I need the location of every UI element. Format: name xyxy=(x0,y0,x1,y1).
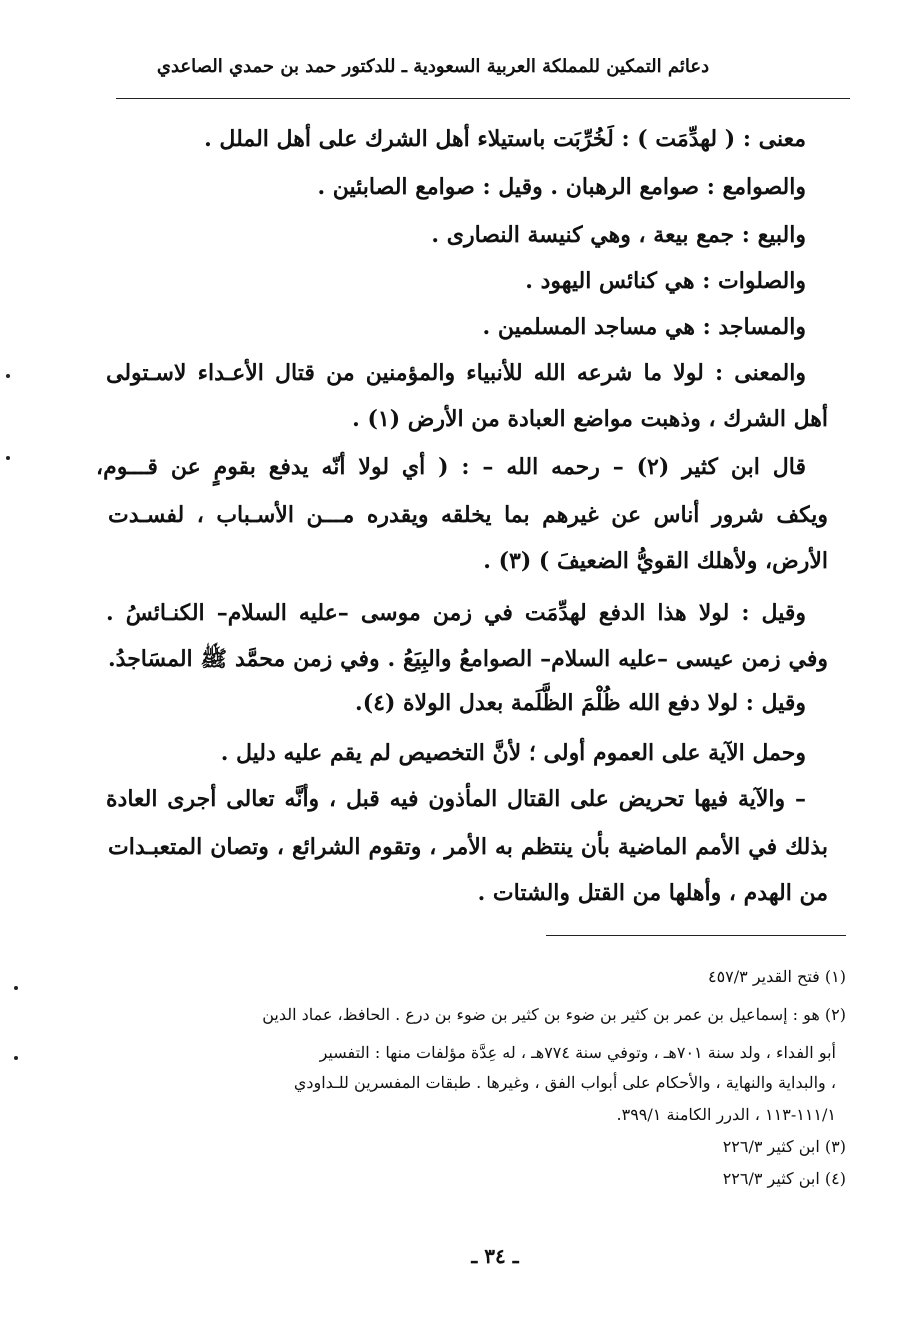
footnote-item: أبو الفداء ، ولد سنة ٧٠١هـ ، وتوفي سنة ٧٧٤هـ ، له عِدَّة مؤلفات منها : التفسير xyxy=(319,1043,836,1062)
text-line: معنى : ( لهدِّمَت ) : لَخُرِّبَت باستيلاء أهل الشرك على أهل الملل . xyxy=(204,126,806,152)
text-line: الأرض، ولأهلك القويُّ الضعيفَ ) (٣) . xyxy=(483,548,828,574)
running-header: دعائم التمكين للمملكة العربية السعودية ـ للدكتور حمد بن حمدي الصاعدي xyxy=(156,56,710,77)
text-line: والصلوات : هي كنائس اليهود . xyxy=(525,268,806,294)
footnote-item: (٤) ابن كثير ٢٢٦/٣ xyxy=(722,1169,846,1188)
text-line: بذلك في الأمم الماضية بأن ينتظم به الأمر ، وتقوم الشرائع ، وتصان المتعبـدات xyxy=(108,834,828,860)
scan-speck xyxy=(14,986,18,990)
footnote-item: ، والبداية والنهاية ، والأحكام على أبواب الفق ، وغيرها . طبقات المفسرين للـداودي xyxy=(293,1073,836,1092)
footnote-item: ١١١/١-١١٣ ، الدرر الكامنة ٣٩٩/١. xyxy=(616,1105,836,1124)
footnote-item: (١) فتح القدير ٤٥٧/٣ xyxy=(707,967,846,986)
text-line: وفي زمن عيسى –عليه السلام– الصوامعُ والبِيَعُ . وفي زمن محمَّد ﷺ المسَاجدُ. xyxy=(108,646,828,672)
text-line: قال ابن كثير (٢) – رحمه الله – : ( أي لولا أنّه يدفع بقومٍ عن قـــوم، xyxy=(96,454,806,480)
text-line: وقيل : لولا دفع الله ظُلْمَ الظَّلَمة بعدل الولاة (٤). xyxy=(355,690,806,716)
text-line: – والآية فيها تحريض على القتال المأذون فيه قبل ، وأنَّه تعالى أجرى العادة xyxy=(106,786,806,812)
footnote-item: (٢) هو : إسماعيل بن عمر بن كثير بن ضوء بن كثير بن ضوء بن درع . الحافظ، عماد الدين xyxy=(262,1005,846,1024)
page-number: ـ ٣٤ ـ xyxy=(471,1244,519,1268)
scan-speck xyxy=(6,374,10,378)
text-line: والصوامع : صوامع الرهبان . وقيل : صوامع الصابئين . xyxy=(317,174,806,200)
footnote-divider xyxy=(546,935,846,936)
text-line: وحمل الآية على العموم أولى ؛ لأنَّ التخصيص لم يقم عليه دليل . xyxy=(220,740,806,766)
footnote-item: (٣) ابن كثير ٢٢٦/٣ xyxy=(722,1137,846,1156)
text-line: والمعنى : لولا ما شرعه الله للأنبياء والمؤمنين من قتال الأعـداء لاسـتولى xyxy=(106,360,806,386)
text-line: ويكف شرور أناس عن غيرهم بما يخلقه ويقدره مـــن الأسـباب ، لفسـدت xyxy=(108,502,828,528)
text-line: والبيع : جمع بيعة ، وهي كنيسة النصارى . xyxy=(431,222,806,248)
scan-speck xyxy=(6,456,10,460)
text-line: وقيل : لولا هذا الدفع لهدِّمَت في زمن موسى –عليه السلام– الكنـائسُ . xyxy=(106,600,806,626)
text-line: من الهدم ، وأهلها من القتل والشتات . xyxy=(477,880,828,906)
text-line: والمساجد : هي مساجد المسلمين . xyxy=(482,314,806,340)
scan-speck xyxy=(14,1056,18,1060)
header-divider xyxy=(116,98,850,99)
text-line: أهل الشرك ، وذهبت مواضع العبادة من الأرض (١) . xyxy=(352,406,828,432)
